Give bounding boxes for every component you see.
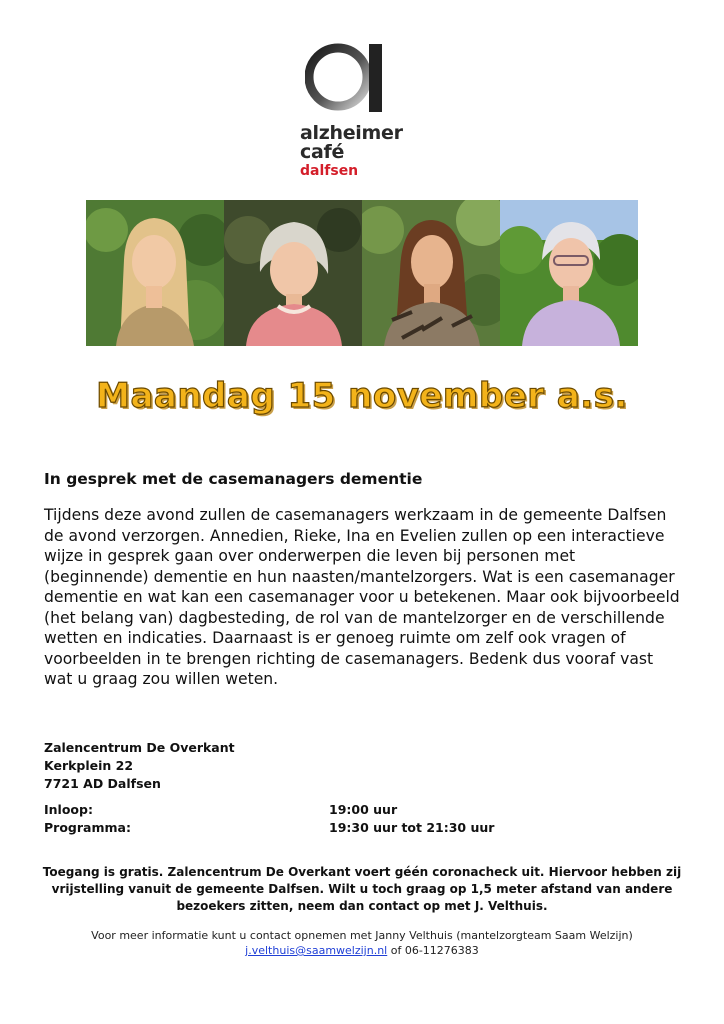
portrait-photo-3 bbox=[362, 200, 500, 346]
venue-street: Kerkplein 22 bbox=[44, 758, 134, 773]
logo-word-dalfsen: dalfsen bbox=[300, 163, 359, 179]
contact-phone: 06-11276383 bbox=[404, 944, 479, 957]
portrait-photo-4 bbox=[500, 200, 638, 346]
access-notice: Toegang is gratis. Zalencentrum De Overkant voert géén coronacheck uit. Hiervoor hebben zij vrijstelling vanuit de gemeente Dalfsen. Wilt u toch graag op 1,5 meter afstand van andere bezoekers zitten, neem dan contact op met J. Velthuis. bbox=[42, 865, 682, 913]
schedule bbox=[44, 801, 644, 837]
contact-line: Voor meer informatie kunt u contact opnemen met Janny Velthuis (mantelzorgteam Saam Welzijn) bbox=[91, 929, 633, 942]
schedule-label: Programma: bbox=[44, 820, 131, 835]
contact-info bbox=[40, 928, 684, 958]
schedule-row bbox=[44, 819, 644, 837]
alzheimer-a-icon bbox=[305, 40, 387, 114]
logo-word-alzheimer: alzheimer bbox=[300, 122, 403, 144]
contact-email-link[interactable]: j.velthuis@saamwelzijn.nl bbox=[245, 944, 388, 957]
schedule-value: 19:00 uur bbox=[329, 802, 398, 817]
schedule-value: 19:30 uur tot 21:30 uur bbox=[329, 820, 495, 835]
portrait-photo-1 bbox=[86, 200, 224, 346]
venue-city: 7721 AD Dalfsen bbox=[44, 776, 161, 791]
alzheimer-cafe-logo bbox=[300, 36, 420, 179]
event-date-headline: Maandag 15 november a.s. bbox=[96, 376, 628, 416]
venue-address bbox=[44, 739, 235, 793]
venue-name: Zalencentrum De Overkant bbox=[44, 740, 235, 755]
event-description: Tijdens deze avond zullen de casemanagers werkzaam in de gemeente Dalfsen de avond verzorgen. Annedien, Rieke, Ina en Evelien zullen op een interactieve wijze in gesprek gaan over onderwerpen die leven bij personen met (beginnende) dementie en hun naasten/mantelzorgers. Wat is een casemanager dementie en wat kan een casemanager voor u betekenen. Maar ook bijvoorbeeld (het belang van) dagbesteding, de rol van de mantelzorger en de verschillende wetten en indicaties. Daarnaast is er genoeg ruimte om zelf ook vragen of voorbeelden in te brengen richting de casemanagers. Bedenk dus vooraf vast wat u graag zou willen weten. bbox=[44, 506, 680, 688]
section-heading: In gesprek met de casemanagers dementie bbox=[44, 470, 423, 488]
casemanager-photos bbox=[86, 200, 638, 346]
schedule-row bbox=[44, 801, 644, 819]
portrait-photo-2 bbox=[224, 200, 362, 346]
logo-word-cafe: café bbox=[300, 141, 345, 163]
contact-separator: of bbox=[387, 944, 405, 957]
schedule-label: Inloop: bbox=[44, 802, 93, 817]
